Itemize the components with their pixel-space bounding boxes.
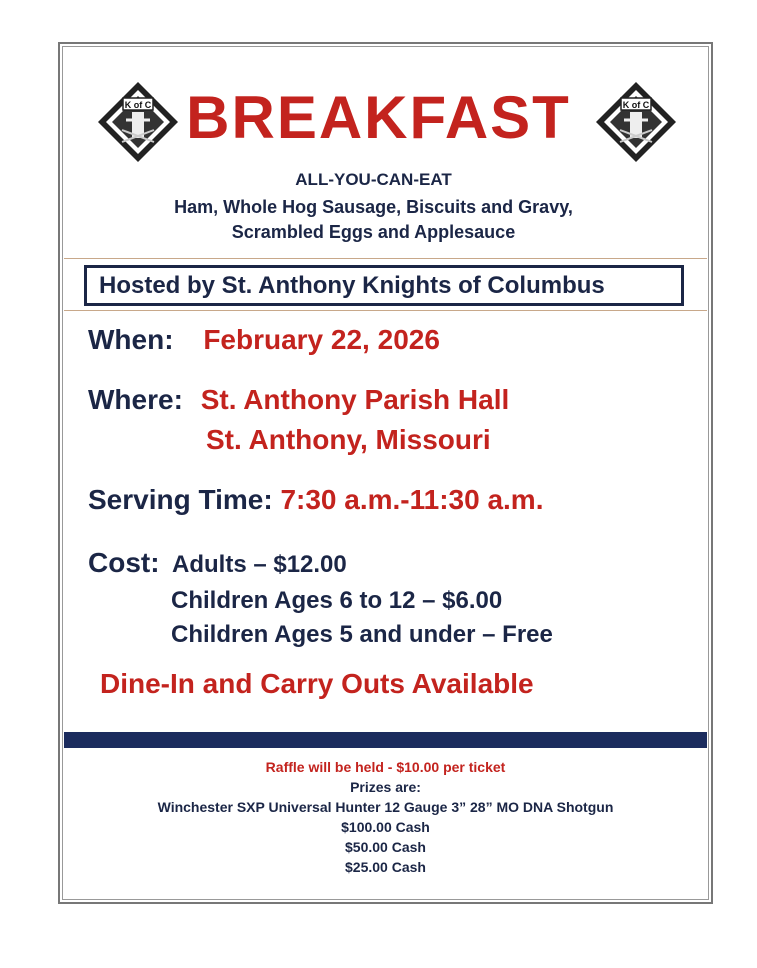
- serving-label: Serving Time:: [88, 484, 273, 515]
- logo-text: K of C: [622, 100, 650, 110]
- menu-headline: ALL-YOU-CAN-EAT: [295, 170, 452, 189]
- logo-text: K of C: [124, 100, 152, 110]
- serving-row: [88, 484, 543, 516]
- menu-items-line1: Ham, Whole Hog Sausage, Biscuits and Gravy,: [174, 197, 573, 217]
- cost-label: Cost:: [88, 547, 160, 578]
- host-text: Hosted by St. Anthony Knights of Columbus: [99, 272, 605, 299]
- host-banner: [84, 265, 684, 306]
- when-value: February 22, 2026: [203, 324, 440, 355]
- when-label: When:: [88, 324, 174, 355]
- prize-item: $25.00 Cash: [345, 859, 426, 875]
- divider-bar: [64, 732, 707, 748]
- divider-top: [64, 258, 707, 259]
- serving-value: 7:30 a.m.-11:30 a.m.: [280, 484, 544, 515]
- cost-under5: Children Ages 5 and under – Free: [171, 621, 553, 648]
- when-row: [88, 324, 440, 356]
- where-row2: [206, 424, 491, 456]
- where-label: Where:: [88, 384, 183, 415]
- prize-item: $100.00 Cash: [341, 819, 430, 835]
- where-row: [88, 384, 509, 416]
- cost-row: [88, 547, 347, 579]
- prizes-label: Prizes are:: [350, 779, 421, 795]
- page-title: BREAKFAST: [186, 84, 571, 151]
- raffle-headline: Raffle will be held - $10.00 per ticket: [265, 759, 506, 775]
- dine-in-carry-out: Dine-In and Carry Outs Available: [100, 668, 534, 699]
- where-line1: St. Anthony Parish Hall: [200, 384, 510, 415]
- where-line2: St. Anthony, Missouri: [206, 424, 491, 455]
- menu-items-line2: Scrambled Eggs and Applesauce: [231, 222, 516, 242]
- cost-adults: Adults – $12.00: [172, 551, 347, 578]
- prize-item: $50.00 Cash: [345, 839, 426, 855]
- prize-item: Winchester SXP Universal Hunter 12 Gauge 3” 28” MO DNA Shotgun: [157, 799, 614, 815]
- cost-children: Children Ages 6 to 12 – $6.00: [171, 587, 503, 614]
- divider-bottom: [64, 310, 707, 311]
